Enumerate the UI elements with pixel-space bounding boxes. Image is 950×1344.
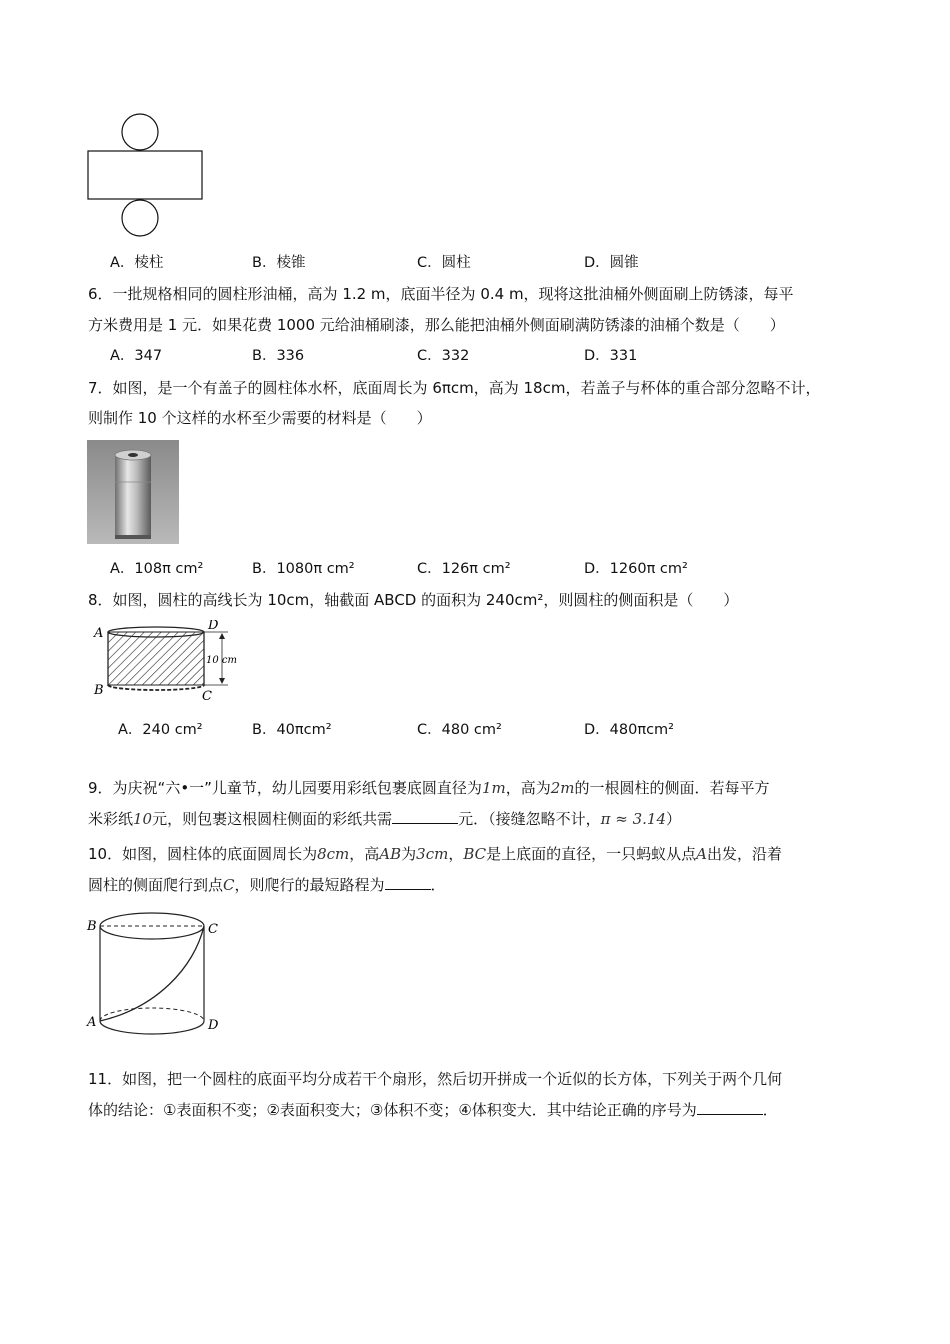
q9-answer-blank[interactable] xyxy=(392,809,458,824)
q10-text: 为 xyxy=(401,845,417,863)
q9-text: 9．为庆祝“六•一”儿童节，幼儿园要用彩纸包裹底圆直径为 xyxy=(88,779,482,797)
bottom-ellipse-front xyxy=(100,1021,204,1034)
q9-text: ） xyxy=(666,810,682,828)
q5-option-b[interactable]: B．棱锥 xyxy=(252,255,306,271)
q9-text: 元．（接缝忽略不计， xyxy=(458,810,601,828)
q10-text: ． xyxy=(430,876,446,894)
q9-text: 米彩纸 xyxy=(88,810,134,828)
q11-text-line2 xyxy=(88,1099,778,1120)
q5-option-d[interactable]: D．圆锥 xyxy=(584,255,639,271)
q10-point-a: A xyxy=(696,845,707,863)
q10-text: 10．如图，圆柱体的底面圆周长为 xyxy=(88,845,318,863)
q9-text: ，高为 xyxy=(505,779,551,797)
q10-text: 是上底面的直径，一只蚂蚁从点 xyxy=(486,845,697,863)
q8-option-d[interactable]: D．480πcm² xyxy=(584,722,674,738)
q8-option-c[interactable]: C．480 cm² xyxy=(417,722,502,738)
q10-bc: BC xyxy=(463,845,487,863)
net-rectangle xyxy=(88,151,202,199)
q10-point-c: C xyxy=(223,876,235,894)
label-d: D xyxy=(208,620,219,633)
net-bottom-circle xyxy=(122,200,158,236)
q9-text-line2 xyxy=(88,808,681,829)
label-c: C xyxy=(202,689,212,702)
q10-text: ，高 xyxy=(349,845,380,863)
q10-text-line2 xyxy=(88,874,446,895)
label-b: B xyxy=(87,919,97,934)
q8-option-a[interactable]: A．240 cm² xyxy=(118,722,203,738)
q7-option-c[interactable]: C．126π cm² xyxy=(417,561,511,577)
q10-text: 出发，沿着 xyxy=(706,845,782,863)
cylinder-axial-section-figure xyxy=(88,620,248,702)
q6-text-line2: 方米费用是 1 元．如果花费 1000 元给油桶刷漆，那么能把油桶外侧面刷满防锈漆的油桶个数是（ ） xyxy=(88,316,785,334)
water-cup-photo xyxy=(87,440,179,544)
q9-text: 元，则包裹这根圆柱侧面的彩纸共需 xyxy=(152,810,393,828)
q6-option-d[interactable]: D．331 xyxy=(584,348,638,364)
q11-text: 体的结论：①表面积不变；②表面积变大；③体积不变；④体积变大．其中结论正确的序号为 xyxy=(88,1101,697,1119)
q6-option-b[interactable]: B．336 xyxy=(252,348,305,364)
q6-option-c[interactable]: C．332 xyxy=(417,348,470,364)
q9-text: 的一根圆柱的侧面．若每平方 xyxy=(574,779,770,797)
label-height: 10 cm xyxy=(206,655,237,666)
q6-text-line1: 6．一批规格相同的圆柱形油桶，高为 1.2 m，底面半径为 0.4 m，现将这批油桶外侧面刷上防锈漆，每平 xyxy=(88,285,794,303)
label-a: A xyxy=(87,1015,97,1030)
q8-text-line1: 8．如图，圆柱的高线长为 10cm，轴截面 ABCD 的面积为 240cm²，则圆柱的侧面积是（ ） xyxy=(88,591,739,609)
label-c: C xyxy=(208,922,218,937)
net-top-circle xyxy=(122,114,158,150)
q9-diameter: 1m xyxy=(481,779,506,797)
bottom-ellipse-front xyxy=(108,685,204,690)
q11-answer-blank[interactable] xyxy=(697,1100,763,1115)
q9-price: 10 xyxy=(133,810,153,828)
q9-pi-approx: π ≈ 3.14 xyxy=(600,810,667,828)
q10-height: 3cm xyxy=(416,845,449,863)
q10-answer-blank[interactable] xyxy=(385,875,431,890)
q9-height: 2m xyxy=(550,779,575,797)
q7-option-d[interactable]: D．1260π cm² xyxy=(584,561,688,577)
bottom-ellipse-back xyxy=(100,1008,204,1021)
q7-text-line1: 7．如图，是一个有盖子的圆柱体水杯，底面周长为 6πcm，高为 18cm，若盖子与杯体的重合部分忽略不计， xyxy=(88,379,821,397)
q11-text: ． xyxy=(762,1101,778,1119)
q7-option-a[interactable]: A．108π cm² xyxy=(110,561,204,577)
q10-circumference: 8cm xyxy=(317,845,350,863)
q10-ab: AB xyxy=(379,845,402,863)
q10-text: ，则爬行的最短路程为 xyxy=(234,876,385,894)
label-b: B xyxy=(94,683,104,698)
label-d: D xyxy=(208,1018,219,1033)
q8-option-b[interactable]: B．40πcm² xyxy=(252,722,332,738)
q10-text: 圆柱的侧面爬行到点 xyxy=(88,876,224,894)
label-a: A xyxy=(94,626,104,641)
q10-text-line1 xyxy=(88,843,782,864)
q10-text: ， xyxy=(448,845,464,863)
section-hatched-area xyxy=(108,632,204,685)
q7-option-b[interactable]: B．1080π cm² xyxy=(252,561,355,577)
q7-text-line2: 则制作 10 个这样的水杯至少需要的材料是（ ） xyxy=(88,409,432,427)
q6-option-a[interactable]: A．347 xyxy=(110,348,163,364)
q5-option-a[interactable]: A．棱柱 xyxy=(110,255,164,271)
q5-option-c[interactable]: C．圆柱 xyxy=(417,255,471,271)
ant-path-curve xyxy=(100,926,204,1021)
q9-text-line1 xyxy=(88,777,770,798)
q11-text-line1: 11．如图，把一个圆柱的底面平均分成若干个扇形，然后切开拼成一个近似的长方体，下列关于两个几何 xyxy=(88,1070,783,1088)
cylinder-net-figure xyxy=(84,112,208,240)
cylinder-ant-path-figure xyxy=(86,908,236,1038)
